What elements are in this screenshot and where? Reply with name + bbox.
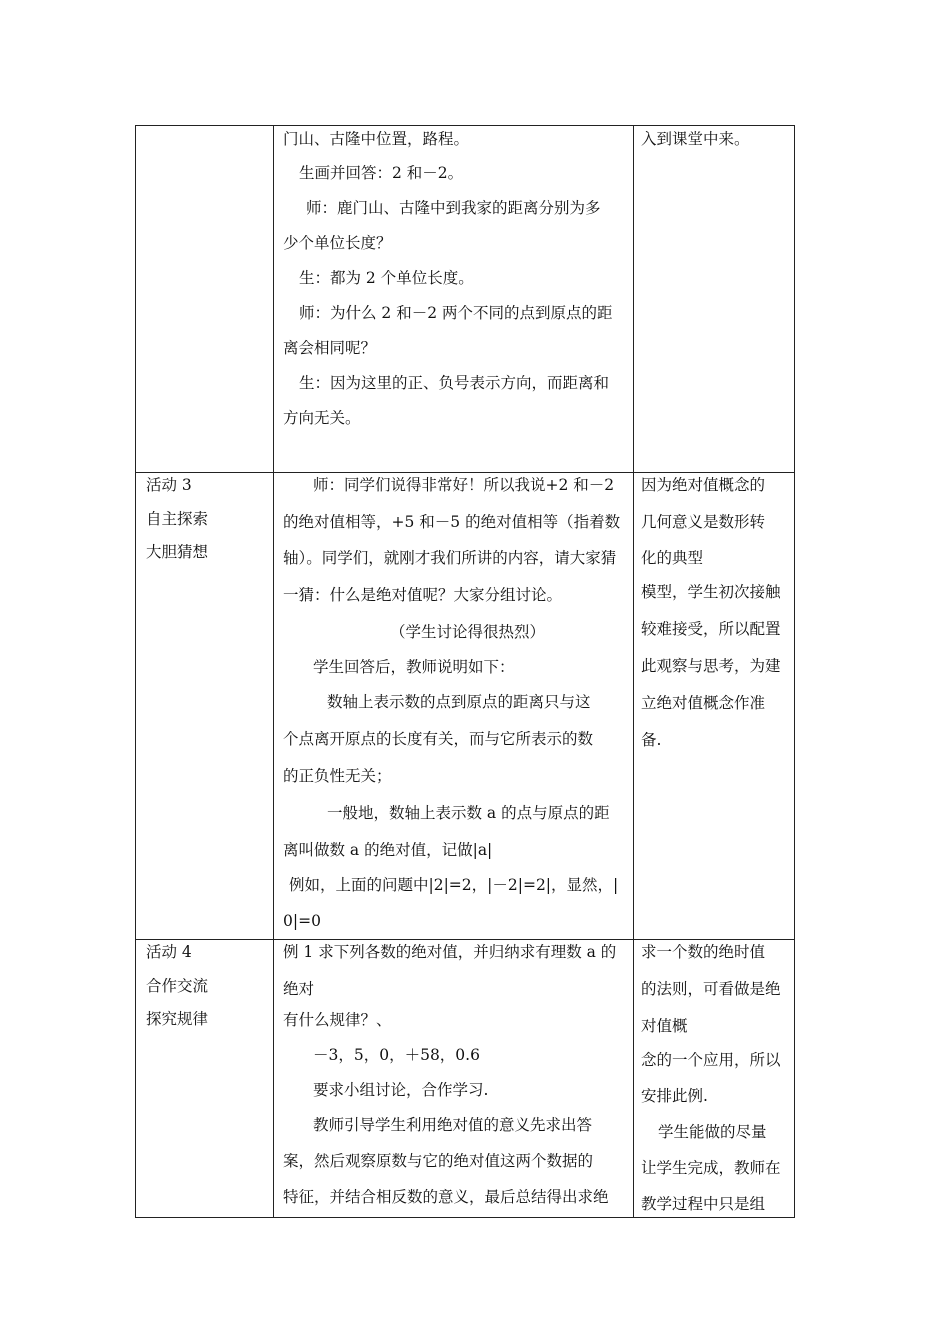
- row1-content-line: 门山、古隆中位置，路程。: [283, 130, 470, 148]
- row1-content-line: 生画并回答：2 和－2。: [299, 164, 464, 182]
- row2-content-line: 轴）。同学们，就刚才我们所讲的内容，请大家猜: [283, 549, 617, 567]
- row2-note-line: 立绝对值概念作准: [641, 694, 766, 712]
- row2-note-line: 较难接受，所以配置: [641, 620, 781, 638]
- row2-content-line: （学生讨论得很热烈）: [390, 623, 546, 641]
- row3-note-cell: [633, 939, 794, 1217]
- row2-content-line: 0|=0: [283, 912, 321, 930]
- row3-content-line: 要求小组讨论，合作学习.: [313, 1081, 489, 1099]
- row1-content-line: 少个单位长度？: [283, 234, 392, 252]
- row2-note-line: 几何意义是数形转: [641, 513, 766, 531]
- row2-content-line: 数轴上表示数的点到原点的距离只与这: [327, 693, 591, 711]
- row2-content-line: 学生回答后，教师说明如下：: [313, 658, 515, 676]
- row1-activity-cell: [136, 126, 273, 472]
- row2-content-line: 师：同学们说得非常好！所以我说+2 和－2: [313, 476, 615, 494]
- row2-note-cell: [633, 472, 794, 939]
- row3-content-line: 绝对: [283, 980, 315, 998]
- row3-note-line: 学生能做的尽量: [658, 1123, 767, 1141]
- row2-content-line: 一猜：什么是绝对值呢？大家分组讨论。: [283, 586, 563, 604]
- row3-note-line: 安排此例.: [641, 1087, 708, 1105]
- activity-label: 合作交流: [146, 977, 209, 995]
- row1-content-line: 师：鹿门山、古隆中到我家的距离分别为多: [306, 199, 601, 217]
- row2-note-line: 因为绝对值概念的: [641, 476, 766, 494]
- row3-content-line: 案，然后观察原数与它的绝对值这两个数据的: [283, 1152, 594, 1170]
- row3-note-line: 让学生完成，教师在: [641, 1159, 781, 1177]
- row3-content-line: 特征，并结合相反数的意义，最后总结得出求绝: [283, 1188, 609, 1206]
- row3-note-line: 念的一个应用，所以: [641, 1051, 781, 1069]
- row3-note-line: 对值概: [641, 1017, 688, 1035]
- row1-content-line: 离会相同呢？: [283, 339, 377, 357]
- activity-label: 活动 4: [146, 943, 192, 961]
- row2-note-line: 备.: [641, 731, 662, 749]
- lesson-plan-table: [135, 125, 795, 1218]
- row1-content-line: 生：因为这里的正、负号表示方向，而距离和: [299, 374, 610, 392]
- row3-content-line: －3，5，0，＋58，0.6: [313, 1046, 480, 1064]
- row1-note-line: 入到课堂中来。: [641, 130, 750, 148]
- row2-content-line: 离叫做数 a 的绝对值，记做|a|: [283, 841, 493, 859]
- row2-content-line: 个点离开原点的长度有关，而与它所表示的数: [283, 730, 594, 748]
- row1-content-cell: [273, 126, 633, 472]
- row2-content-line: 一般地，数轴上表示数 a 的点与原点的距: [327, 804, 610, 822]
- row2-content-cell: [273, 472, 633, 939]
- row1-content-line: 生：都为 2 个单位长度。: [299, 269, 474, 287]
- row2-content-line: 的绝对值相等，+5 和－5 的绝对值相等（指着数: [283, 513, 621, 531]
- row3-note-line: 的法则，可看做是绝: [641, 980, 781, 998]
- row2-note-line: 此观察与思考，为建: [641, 657, 781, 675]
- row3-content-line: 例 1 求下列各数的绝对值，并归纳求有理数 a 的: [283, 943, 617, 961]
- row1-content-line: 方向无关。: [283, 409, 361, 427]
- activity-label: 自主探索: [146, 510, 209, 528]
- row2-content-line: 例如，上面的问题中|2|=2，|－2|=2|，显然，|: [289, 876, 619, 894]
- activity-label: 活动 3: [146, 476, 192, 494]
- row2-activity-cell: [136, 472, 273, 939]
- row1-content-line: 师：为什么 2 和－2 两个不同的点到原点的距: [299, 304, 613, 322]
- activity-label: 大胆猜想: [146, 543, 209, 561]
- row3-content-line: 教师引导学生利用绝对值的意义先求出答: [313, 1116, 593, 1134]
- row3-content-cell: [273, 939, 633, 1217]
- row3-note-line: 求一个数的绝时值: [641, 943, 766, 961]
- row2-note-line: 化的典型: [641, 549, 704, 567]
- row3-activity-cell: [136, 939, 273, 1217]
- row2-note-line: 模型，学生初次接触: [641, 583, 781, 601]
- row3-content-line: 有什么规律？、: [283, 1011, 392, 1029]
- row1-note-cell: [633, 126, 794, 472]
- row2-content-line: 的正负性无关；: [283, 767, 392, 785]
- activity-label: 探究规律: [146, 1010, 209, 1028]
- row3-note-line: 教学过程中只是组: [641, 1195, 766, 1213]
